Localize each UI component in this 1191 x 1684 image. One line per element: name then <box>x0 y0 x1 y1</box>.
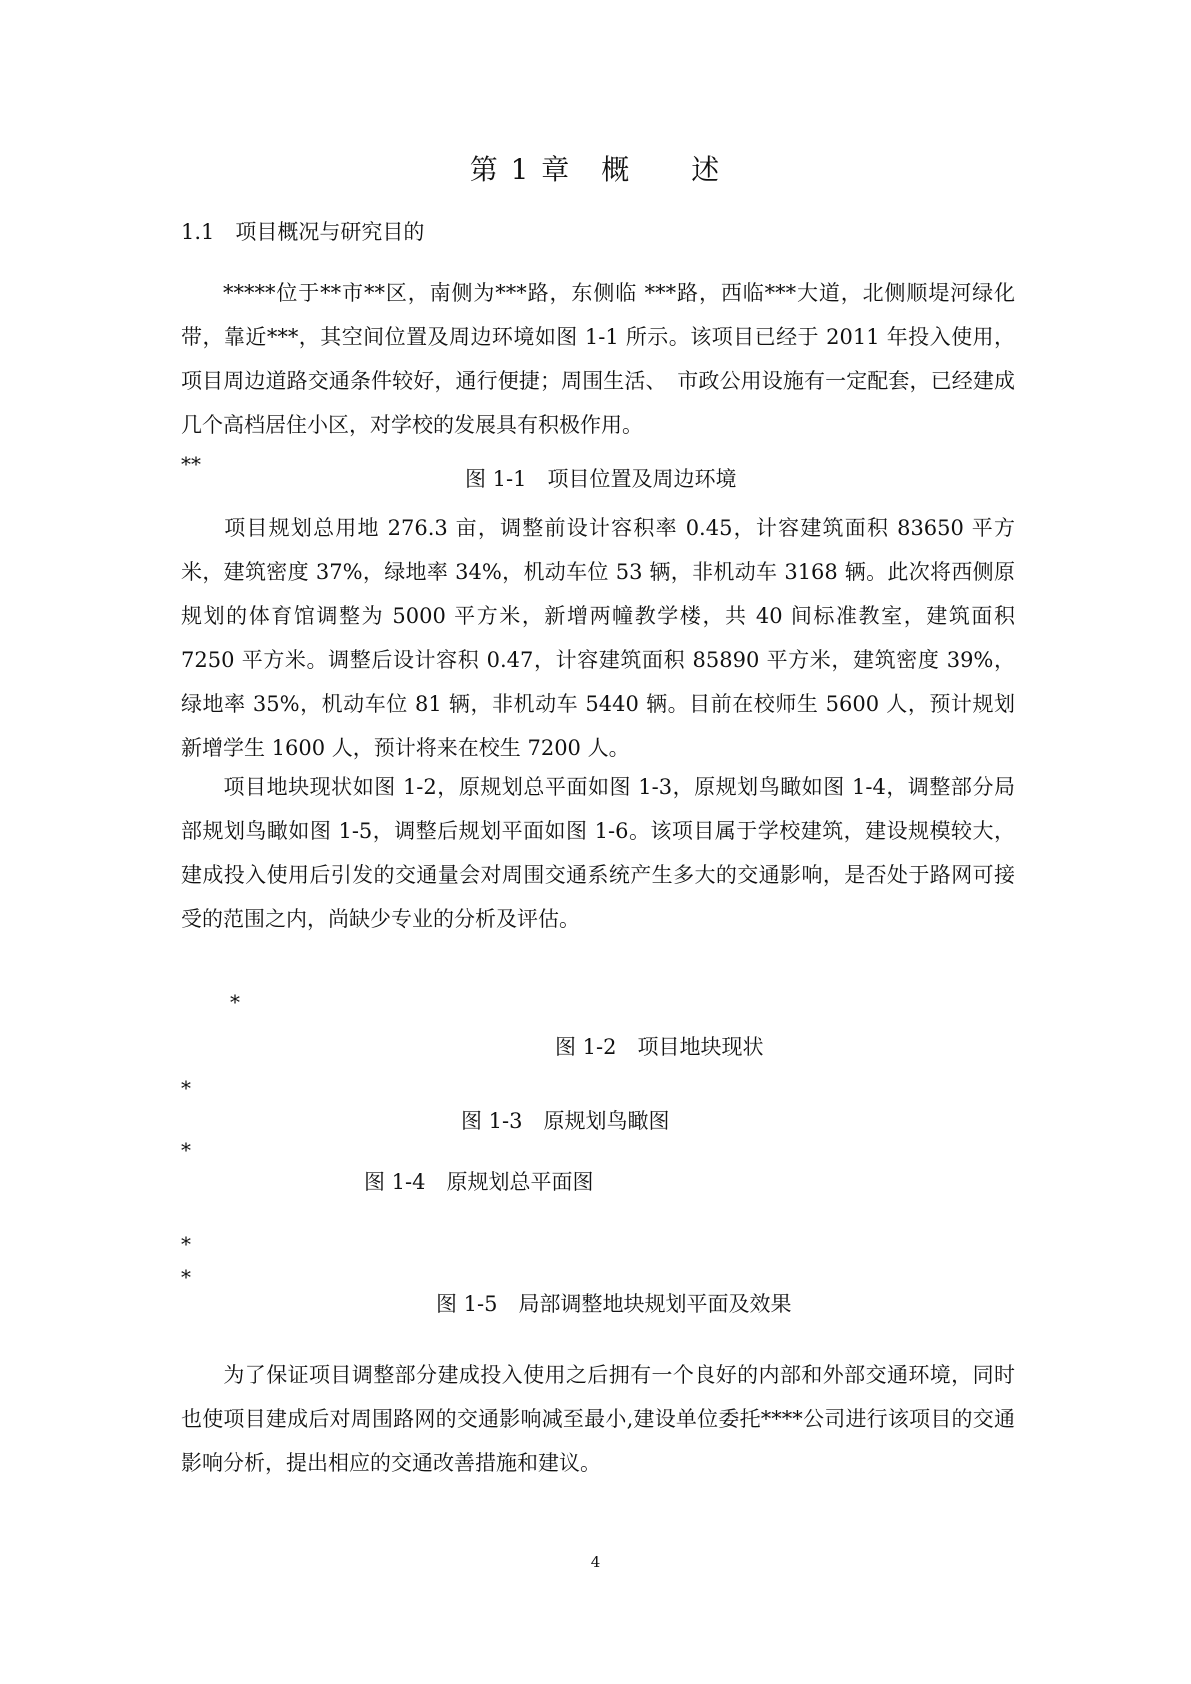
paragraph-1-text: *****位于**市**区，南侧为***路，东侧临 ***路，西临***大道，北侧顺堤河绿化带，靠近***，其空间位置及周边环境如图 1-1 所示。该项目已经于 2011 年投入使用，项目周边道路交通条件较好，通行便捷；周围生活、 市政公用设施有一定配套，已经建成几个高档居住小区，对学校的发展具有积极作用。 <box>181 281 1015 437</box>
figure-1-4-placeholder: * <box>181 1138 191 1162</box>
paragraph-2-text: 项目规划总用地 276.3 亩，调整前设计容积率 0.45，计容建筑面积 83650 平方米，建筑密度 37%，绿地率 34%，机动车位 53 辆，非机动车 3168 辆。此次将西侧原规划的体育馆调整为 5000 平方米，新增两幢教学楼，共 40 间标准教室，建筑面积 7250 平方米。调整后设计容积 0.47，计容建筑面积 85890 平方米，建筑密度 39%，绿地率 35%，机动车位 81 辆，非机动车 5440 辆。目前在校师生 5600 人，预计规划新增学生 1600 人，预计将来在校生 7200 人。 <box>181 516 1015 760</box>
figure-1-3-caption: 图 1-3 原规划鸟瞰图 <box>461 1109 670 1133</box>
paragraph-2 <box>181 506 1015 770</box>
figure-1-1-caption: 图 1-1 项目位置及周边环境 <box>465 467 737 491</box>
figure-extra-placeholder: * <box>181 1232 191 1256</box>
figure-1-3-placeholder: * <box>181 1076 191 1100</box>
figure-1-5-placeholder: * <box>181 1265 191 1289</box>
figure-1-1-placeholder: ** <box>181 452 201 476</box>
figure-1-2-placeholder: * <box>230 990 240 1014</box>
page-number: 4 <box>590 1553 601 1571</box>
paragraph-4-text: 为了保证项目调整部分建成投入使用之后拥有一个良好的内部和外部交通环境，同时也使项目建成后对周围路网的交通影响减至最小,建设单位委托****公司进行该项目的交通影响分析，提出相应的交通改善措施和建议。 <box>181 1363 1015 1475</box>
section-heading: 1.1 项目概况与研究目的 <box>181 220 425 244</box>
figure-1-4-caption: 图 1-4 原规划总平面图 <box>364 1170 594 1194</box>
paragraph-4 <box>181 1353 1015 1485</box>
figure-1-5-caption: 图 1-5 局部调整地块规划平面及效果 <box>436 1292 792 1316</box>
chapter-title: 第 1 章 概 述 <box>469 153 722 186</box>
figure-1-2-caption: 图 1-2 项目地块现状 <box>555 1035 764 1059</box>
paragraph-3-text: 项目地块现状如图 1-2，原规划总平面如图 1-3，原规划鸟瞰如图 1-4，调整部分局部规划鸟瞰如图 1-5，调整后规划平面如图 1-6。该项目属于学校建筑，建设规模较大，建成投入使用后引发的交通量会对周围交通系统产生多大的交通影响，是否处于路网可接受的范围之内，尚缺少专业的分析及评估。 <box>181 775 1015 931</box>
paragraph-1 <box>181 271 1015 447</box>
paragraph-3 <box>181 765 1015 941</box>
